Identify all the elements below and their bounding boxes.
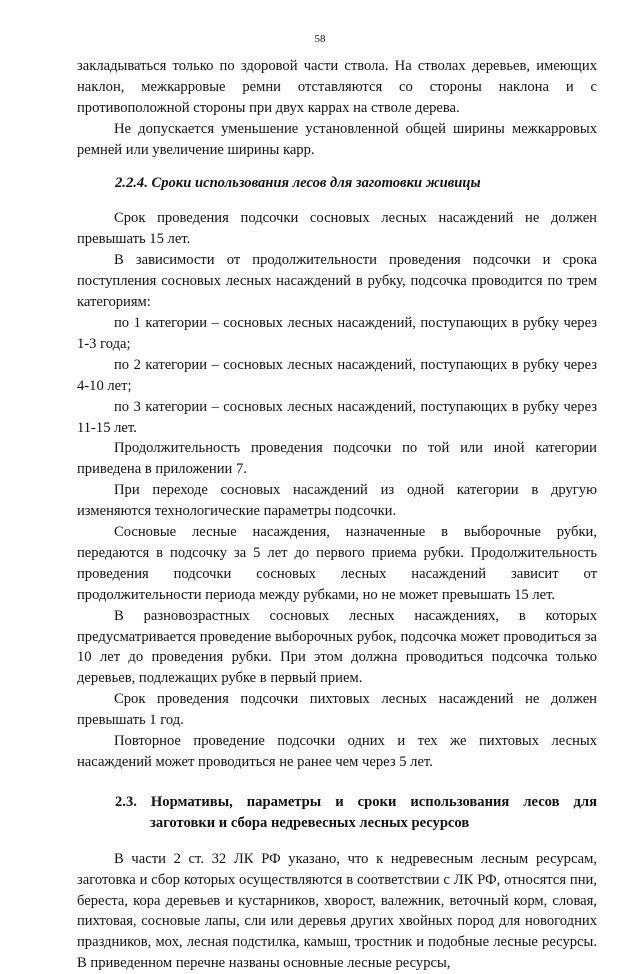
paragraph: Срок проведения подсочки сосновых лесных насаждений не должен превышать 15 лет. — [77, 210, 597, 248]
paragraph: Не допускается уменьшение установленной общей ширины межкарровых ремней или увеличение ширины карр. — [77, 120, 597, 158]
list-item: по 3 категории – сосновых лесных насаждений, поступающих в рубку через 11-15 лет. — [77, 398, 597, 436]
page-number: 58 — [314, 33, 326, 45]
section-heading-2-2-4: 2.2.4. Сроки использования лесов для заготовки живицы — [115, 174, 481, 191]
paragraph: Срок проведения подсочки пихтовых лесных насаждений не должен превышать 1 год. — [77, 691, 597, 729]
paragraph: В части 2 ст. 32 ЛК РФ указано, что к недревесным лесным ресурсам, заготовка и сбор которых осуществляются в соответствии с ЛК РФ, относятся пни, береста, кора деревьев и кустарников, хворост, валежник, веточный корм, словая, пихтовая, сосновые лапы, сли или деревья других хвойных пород для новогодних праздников, мох, лесная подстилка, камыш, тростник и подобные лесные ресурсы. В приведенном перечне названы основные лесные ресурсы, — [77, 850, 597, 972]
paragraph: Продолжительность проведения подсочки по той или иной категории приведена в приложении 7. — [77, 440, 597, 478]
section-heading-2-3 — [77, 792, 597, 834]
paragraph: При переходе сосновых насаждений из одной категории в другую изменяются технологические параметры подсочки. — [77, 482, 597, 520]
paragraph: Сосновые лесные насаждения, назначенные в выборочные рубки, передаются в подсочку за 5 лет до первого приема рубки. Продолжительность проведения подсочки сосновых лесных насаждений зависит от продолжительности периода между рубками, но не может превышать 15 лет. — [77, 524, 597, 603]
document-body — [77, 56, 597, 974]
paragraph: закладываться только по здоровой части ствола. На стволах деревьев, имеющих наклон, межкарровые ремни отставляются со стороны наклона и с противоположной стороны при двух каррах на стволе дерева. — [77, 58, 597, 116]
paragraph: В разновозрастных сосновых лесных насаждениях, в которых предусматривается проведение выборочных рубок, подсочка может проводиться за 10 лет до проведения рубки. При этом должна проводиться подсочка только деревьев, подлежащих рубке в первый прием. — [77, 607, 597, 687]
list-item: по 1 категории – сосновых лесных насаждений, поступающих в рубку через 1-3 года; — [77, 314, 597, 352]
paragraph: Повторное проведение подсочки одних и тех же пихтовых лесных насаждений может проводиться не ранее чем через 5 лет. — [77, 733, 597, 770]
paragraph: В зависимости от продолжительности проведения подсочки и срока поступления сосновых лесных насаждений в рубку, подсочка проводится по трем категориям: — [77, 252, 597, 311]
section-heading-line: 2.3. Нормативы, параметры и сроки использования лесов для — [115, 793, 597, 810]
list-item: по 2 категории – сосновых лесных насаждений, поступающих в рубку через 4-10 лет; — [77, 356, 597, 394]
section-heading-line: заготовки и сбора недревесных лесных ресурсов — [150, 814, 470, 831]
